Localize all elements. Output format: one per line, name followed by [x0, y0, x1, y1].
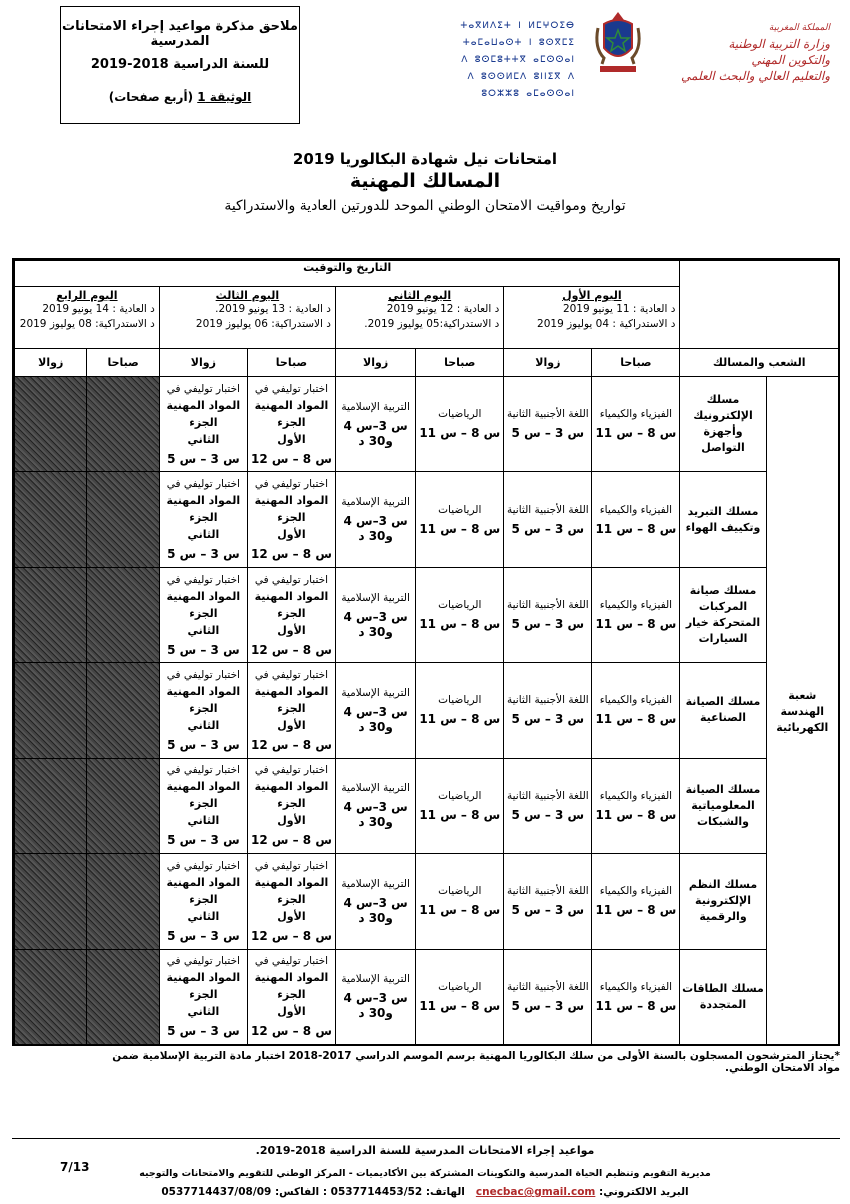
- exam-time: س 8 – س 12: [250, 642, 332, 657]
- exam-subject-line: اختبار توليفي في: [254, 668, 329, 681]
- exam-time: س 8 – س 11: [595, 807, 677, 822]
- exam-subject: التربية الإسلامية: [341, 973, 410, 986]
- exam-cell: [335, 471, 415, 566]
- stream-cell: [679, 567, 765, 662]
- exam-cell: [335, 853, 415, 948]
- exam-time: س 3–س 4 و30 د: [343, 991, 408, 1021]
- normal-session-date: د العادية : 12 يونيو 2019: [386, 303, 500, 315]
- afternoon-label: زوالا: [535, 355, 561, 369]
- exam-subject-line: اختبار توليفي في: [166, 478, 240, 491]
- morning-label: صباحا: [620, 355, 652, 369]
- afternoon-label: زوالا: [190, 355, 216, 369]
- school-year: للسنة الدراسية 2018-2019: [90, 57, 270, 72]
- exam-cell: [247, 853, 335, 948]
- exam-part: الأول: [277, 623, 306, 637]
- exam-time: س 3–س 4 و30 د: [343, 800, 408, 830]
- exam-time: س 8 – س 12: [250, 737, 332, 752]
- exam-time: س 8 – س 11: [595, 903, 677, 918]
- tifinagh-line: ⴷ ⵓⵙⵎⵓⵜⵜⴳ ⴰⵎⵙⵙⴰⵏ: [461, 55, 575, 65]
- ministry-name: [650, 20, 830, 84]
- exam-subject-line: المواد المهنية الجزء: [254, 875, 329, 906]
- exam-subject: اللغة الأجنبية الثانية: [506, 789, 589, 802]
- email-link[interactable]: cnecbac@gmail.com: [475, 1186, 596, 1198]
- doc-label: الوثيقة 1: [197, 90, 252, 104]
- footer-contact: [0, 1186, 850, 1198]
- stream-cell: [679, 853, 765, 948]
- exam-subject-line: المواد المهنية الجزء: [166, 684, 241, 715]
- exam-cell: [415, 949, 503, 1044]
- empty-slot: [14, 471, 86, 566]
- exam-cell: [159, 471, 247, 566]
- exam-subject: الرياضيات: [438, 980, 482, 993]
- exam-cell: [159, 853, 247, 948]
- streams-header-label: الشعب والمسالك: [712, 355, 806, 369]
- exam-time: س 8 – س 12: [250, 833, 332, 848]
- exam-time: س 8 – س 11: [419, 998, 501, 1013]
- empty-slot: [86, 853, 158, 948]
- normal-session-date: د العادية : 11 يونيو 2019: [562, 303, 676, 315]
- exam-cell: [503, 758, 591, 853]
- exam-time: س 3–س 4 و30 د: [343, 895, 408, 925]
- exam-time: س 3–س 4 و30 د: [343, 609, 408, 639]
- stream-cell: [679, 376, 765, 471]
- exam-cell: [247, 949, 335, 1044]
- stream-name: مسلك الطاقات المتجددة: [682, 981, 764, 1011]
- exam-time: س 3 – س 5: [167, 1024, 240, 1039]
- exam-title: امتحانات نيل شهادة البكالوريا 2019: [292, 150, 558, 168]
- morning-header: [591, 348, 679, 376]
- doc-pages: (أربع صفحات): [108, 90, 194, 104]
- exam-cell: [247, 662, 335, 757]
- empty-slot: [86, 662, 158, 757]
- catchup-session-date: د الاستدراكية: 06 يوليوز 2019: [195, 318, 331, 330]
- exam-subject: الفيزياء والكيمياء: [599, 599, 673, 612]
- afternoon-header: [159, 348, 247, 376]
- exam-subject: اللغة الأجنبية الثانية: [506, 503, 589, 516]
- exam-time: س 3–س 4 و30 د: [343, 704, 408, 734]
- empty-slot: [14, 758, 86, 853]
- exam-cell: [591, 662, 679, 757]
- tifinagh-line: ⴷ ⵓⵙⵙⵍⵎⴷ ⵓⵏⵏⵉⴳ ⴷ ⵓⵔⵣⵣⵓ ⴰⵎⴰⵙⵙⴰⵏ: [467, 72, 575, 99]
- stream-name: مسلك صيانة المركبات المتحركة خيار السيارات: [685, 584, 761, 646]
- ministry-line: المملكة المغربية: [768, 23, 830, 33]
- empty-slot: [86, 376, 158, 471]
- day-name: اليوم الثالث: [215, 289, 280, 302]
- exam-cell: [335, 662, 415, 757]
- tifinagh-ministry-name: [450, 18, 575, 103]
- exam-subject: الفيزياء والكيمياء: [599, 789, 673, 802]
- exam-subject: الفيزياء والكيمياء: [599, 503, 673, 516]
- exam-subject: التربية الإسلامية: [341, 877, 410, 890]
- exam-cell: [503, 949, 591, 1044]
- exam-time: س 8 – س 11: [419, 617, 501, 632]
- catchup-session-date: د الاستدراكية: 08 يوليوز 2019: [19, 318, 155, 330]
- tifinagh-line: ⵜⴰⴳⵍⴷⵉⵜ ⵏ ⵍⵎⵖⵔⵉⴱ: [460, 21, 575, 31]
- morning-header: [247, 348, 335, 376]
- morning-header: [415, 348, 503, 376]
- footer-divider: [12, 1138, 840, 1139]
- exam-cell: [159, 662, 247, 757]
- exam-time: س 3 – س 5: [511, 807, 585, 822]
- exam-cell: [335, 376, 415, 471]
- exam-time: س 3 – س 5: [167, 833, 240, 848]
- exam-cell: [335, 758, 415, 853]
- exam-time: س 8 – س 11: [419, 426, 501, 441]
- exam-subject-line: المواد المهنية الجزء: [166, 971, 241, 1002]
- branch-cell: [766, 376, 838, 1046]
- date-time-label: التاريخ والتوقيت: [303, 261, 392, 274]
- morning-header: [86, 348, 158, 376]
- exam-time: س 3 – س 5: [511, 521, 585, 536]
- day-header: [503, 286, 679, 348]
- exam-subject: الفيزياء والكيمياء: [599, 694, 673, 707]
- day-name: اليوم الثاني: [388, 289, 452, 302]
- empty-slot: [14, 567, 86, 662]
- exam-time: س 8 – س 11: [595, 426, 677, 441]
- exam-subject-line: المواد المهنية الجزء: [254, 684, 329, 715]
- exam-cell: [503, 567, 591, 662]
- exam-time: س 8 – س 12: [250, 928, 332, 943]
- empty-slot: [86, 949, 158, 1044]
- exam-part: الأول: [277, 1005, 306, 1019]
- exam-time: س 3 – س 5: [511, 998, 585, 1013]
- exam-cell: [159, 949, 247, 1044]
- exam-subject-line: المواد المهنية الجزء: [254, 398, 329, 429]
- afternoon-header: [335, 348, 415, 376]
- exam-cell: [159, 376, 247, 471]
- exam-cell: [335, 567, 415, 662]
- exam-time: س 8 – س 11: [419, 807, 501, 822]
- exam-subject-line: المواد المهنية الجزء: [254, 971, 329, 1002]
- ministry-line: والتعليم العالي والبحث العلمي: [681, 69, 830, 83]
- exam-part: الأول: [277, 432, 306, 446]
- normal-session-date: د العادية : 13 يونيو 2019.: [215, 303, 331, 315]
- ministry-line: والتكوين المهني: [751, 53, 830, 67]
- exam-subject: الفيزياء والكيمياء: [599, 885, 673, 898]
- exam-cell: [247, 376, 335, 471]
- schedule-subtitle: تواريخ ومواقيت الامتحان الوطني الموحد للدورتين العادية والاستدراكية: [224, 198, 626, 214]
- exam-part: الثاني: [187, 718, 220, 732]
- stream-cell: [679, 758, 765, 853]
- exam-subject-line: المواد المهنية الجزء: [166, 398, 241, 429]
- annex-box: [60, 6, 300, 124]
- exam-time: س 8 – س 11: [419, 903, 501, 918]
- exam-subject-line: اختبار توليفي في: [254, 573, 329, 586]
- exam-part: الثاني: [187, 909, 220, 923]
- exam-cell: [415, 662, 503, 757]
- exam-cell: [415, 758, 503, 853]
- stream-name: مسلك الصيانة الصناعية: [685, 695, 761, 725]
- exam-subject-line: المواد المهنية الجزء: [166, 780, 241, 811]
- exam-subject-line: اختبار توليفي في: [166, 859, 240, 872]
- normal-session-date: د العادية : 14 يونيو 2019: [42, 303, 155, 315]
- catchup-session-date: د الاستدراكية : 04 يوليوز 2019: [537, 318, 676, 330]
- day-header: [14, 286, 159, 348]
- exam-subject: الرياضيات: [438, 408, 482, 421]
- exam-subject-line: اختبار توليفي في: [166, 955, 240, 968]
- stream-cell: [679, 949, 765, 1044]
- coat-of-arms-icon: [592, 8, 644, 78]
- exam-subject: الفيزياء والكيمياء: [599, 408, 673, 421]
- exam-time: س 3 – س 5: [167, 547, 240, 562]
- tifinagh-line: ⵜⴰⵎⴰⵡⴰⵙⵜ ⵏ ⵓⵙⴳⵎⵉ: [462, 38, 575, 48]
- exam-part: الثاني: [187, 814, 220, 828]
- exam-part: الأول: [277, 528, 306, 542]
- exam-time: س 8 – س 11: [595, 521, 677, 536]
- exam-cell: [415, 471, 503, 566]
- phone-fax: الهاتف: 0537714453/52 : الفاكس: 0537714437/08/09: [161, 1186, 465, 1198]
- exam-cell: [591, 567, 679, 662]
- exam-cell: [247, 758, 335, 853]
- doc-label-line: [61, 90, 299, 104]
- exam-time: س 8 – س 12: [250, 451, 332, 466]
- exam-cell: [591, 758, 679, 853]
- exam-subject: التربية الإسلامية: [341, 591, 410, 604]
- exam-part: الأول: [277, 909, 306, 923]
- exam-subject-line: اختبار توليفي في: [166, 573, 240, 586]
- exam-subject-line: المواد المهنية الجزء: [254, 780, 329, 811]
- exam-subject-line: اختبار توليفي في: [166, 764, 240, 777]
- footer-title: مواعيد إجراء الامتحانات المدرسية للسنة الدراسية 2018-2019.: [255, 1144, 595, 1157]
- stream-name: مسلك الإلكترونيك وأجهزة التواصل: [693, 393, 753, 455]
- empty-slot: [14, 376, 86, 471]
- ministry-line: وزارة التربية الوطنية: [728, 37, 830, 51]
- morning-label: صباحا: [107, 355, 139, 369]
- exam-part: الثاني: [187, 623, 220, 637]
- empty-slot: [14, 662, 86, 757]
- exam-time: س 3 – س 5: [167, 642, 240, 657]
- date-time-header: [14, 260, 679, 286]
- stream-name: مسلك الصيانة المعلومياتية والشبكات: [685, 782, 761, 828]
- exam-subject: اللغة الأجنبية الثانية: [506, 694, 589, 707]
- exam-time: س 3 – س 5: [511, 712, 585, 727]
- exam-subject-line: المواد المهنية الجزء: [166, 589, 241, 620]
- exam-part: الثاني: [187, 1005, 220, 1019]
- exam-time: س 8 – س 11: [419, 521, 501, 536]
- exam-subject: الرياضيات: [438, 885, 482, 898]
- afternoon-header: [503, 348, 591, 376]
- exam-subject-line: اختبار توليفي في: [254, 478, 329, 491]
- afternoon-header: [14, 348, 86, 376]
- exam-cell: [503, 376, 591, 471]
- exam-subject-line: اختبار توليفي في: [254, 859, 329, 872]
- track-title: المسالك المهنية: [349, 170, 501, 192]
- exam-cell: [591, 949, 679, 1044]
- exam-part: الأول: [277, 718, 306, 732]
- exam-cell: [415, 853, 503, 948]
- exam-time: س 8 – س 11: [419, 712, 501, 727]
- footer-directorate: مديرية التقويم وتنظيم الحياة المدرسية والتكوينات المشتركة بين الأكاديميات - المركز الوطني للتقويم والامتحانات والتوجيه: [139, 1168, 711, 1179]
- morning-label: صباحا: [275, 355, 308, 369]
- exam-cell: [591, 376, 679, 471]
- day-name: اليوم الرابع: [56, 289, 118, 302]
- exam-cell: [415, 567, 503, 662]
- stream-name: مسلك التبريد وتكييف الهواء: [685, 504, 761, 534]
- exam-time: س 8 – س 12: [250, 1024, 332, 1039]
- exam-subject: التربية الإسلامية: [341, 782, 410, 795]
- exam-subject: اللغة الأجنبية الثانية: [506, 599, 589, 612]
- streams-header: [679, 348, 838, 376]
- exam-subject: التربية الإسلامية: [341, 686, 410, 699]
- exam-cell: [247, 567, 335, 662]
- exam-time: س 3 – س 5: [511, 903, 585, 918]
- exam-subject-line: اختبار توليفي في: [166, 382, 240, 395]
- empty-slot: [86, 758, 158, 853]
- exam-subject: الرياضيات: [438, 599, 482, 612]
- exam-cell: [159, 758, 247, 853]
- exam-time: س 3 – س 5: [167, 737, 240, 752]
- exam-part: الأول: [277, 814, 306, 828]
- exam-time: س 3 – س 5: [167, 451, 240, 466]
- exam-cell: [503, 471, 591, 566]
- exam-time: س 3 – س 5: [511, 426, 585, 441]
- exam-subject-line: المواد المهنية الجزء: [254, 494, 329, 525]
- exam-cell: [503, 662, 591, 757]
- exam-time: س 3–س 4 و30 د: [343, 418, 408, 448]
- exam-subject-line: المواد المهنية الجزء: [166, 875, 241, 906]
- empty-slot: [14, 853, 86, 948]
- annex-title: ملاحق مذكرة مواعيد إجراء الامتحانات المدرسية: [62, 19, 298, 49]
- exam-subject-line: اختبار توليفي في: [254, 764, 329, 777]
- schedule-table: [12, 258, 840, 1046]
- afternoon-label: زوالا: [38, 355, 64, 369]
- exam-cell: [247, 471, 335, 566]
- exam-subject-line: اختبار توليفي في: [254, 382, 329, 395]
- exam-cell: [591, 471, 679, 566]
- stream-name: مسلك النظم الإلكترونية والرقمية: [688, 878, 758, 924]
- exam-subject: الفيزياء والكيمياء: [599, 980, 673, 993]
- exam-subject-line: اختبار توليفي في: [166, 668, 240, 681]
- exam-part: الثاني: [187, 432, 220, 446]
- titles: [0, 150, 850, 214]
- exam-subject: اللغة الأجنبية الثانية: [506, 885, 589, 898]
- afternoon-label: زوالا: [363, 355, 389, 369]
- exam-time: س 8 – س 11: [595, 712, 677, 727]
- empty-slot: [86, 471, 158, 566]
- exam-part: الثاني: [187, 528, 220, 542]
- stream-cell: [679, 471, 765, 566]
- exam-subject: اللغة الأجنبية الثانية: [506, 408, 589, 421]
- email-label: البريد الالكتروني:: [599, 1186, 689, 1198]
- exam-subject: الرياضيات: [438, 503, 482, 516]
- exam-time: س 3 – س 5: [167, 928, 240, 943]
- exam-cell: [159, 567, 247, 662]
- exam-subject-line: المواد المهنية الجزء: [254, 589, 329, 620]
- day-name: اليوم الأول: [562, 289, 622, 302]
- exam-time: س 8 – س 12: [250, 547, 332, 562]
- page-number: 7/13: [60, 1160, 90, 1174]
- empty-slot: [14, 949, 86, 1044]
- morning-label: صباحا: [444, 355, 476, 369]
- exam-subject-line: اختبار توليفي في: [254, 955, 329, 968]
- day-header: [159, 286, 335, 348]
- exam-time: س 8 – س 11: [595, 617, 677, 632]
- footnote: *يجتاز المترشحون المسجلون بالسنة الأولى من سلك البكالوريا المهنية برسم الموسم الدراسي 2017-2018 اختبار مادة التربية الإسلامية ضمن مواد الامتحان الوطني.: [112, 1050, 840, 1074]
- exam-subject: الرياضيات: [438, 789, 482, 802]
- exam-cell: [335, 949, 415, 1044]
- exam-subject: التربية الإسلامية: [341, 496, 410, 509]
- exam-subject: التربية الإسلامية: [341, 400, 410, 413]
- exam-subject: اللغة الأجنبية الثانية: [506, 980, 589, 993]
- header-blank: [679, 260, 838, 348]
- exam-time: س 3 – س 5: [511, 617, 585, 632]
- exam-cell: [591, 853, 679, 948]
- day-header: [335, 286, 503, 348]
- branch-name: شعبة الهندسة الكهربائية: [776, 688, 829, 734]
- stream-cell: [679, 662, 765, 757]
- catchup-session-date: د الاستدراكية:05 يوليوز 2019.: [364, 318, 500, 330]
- exam-cell: [415, 376, 503, 471]
- exam-time: س 3–س 4 و30 د: [343, 514, 408, 544]
- exam-subject: الرياضيات: [438, 694, 482, 707]
- exam-time: س 8 – س 11: [595, 998, 677, 1013]
- empty-slot: [86, 567, 158, 662]
- exam-subject-line: المواد المهنية الجزء: [166, 494, 241, 525]
- exam-cell: [503, 853, 591, 948]
